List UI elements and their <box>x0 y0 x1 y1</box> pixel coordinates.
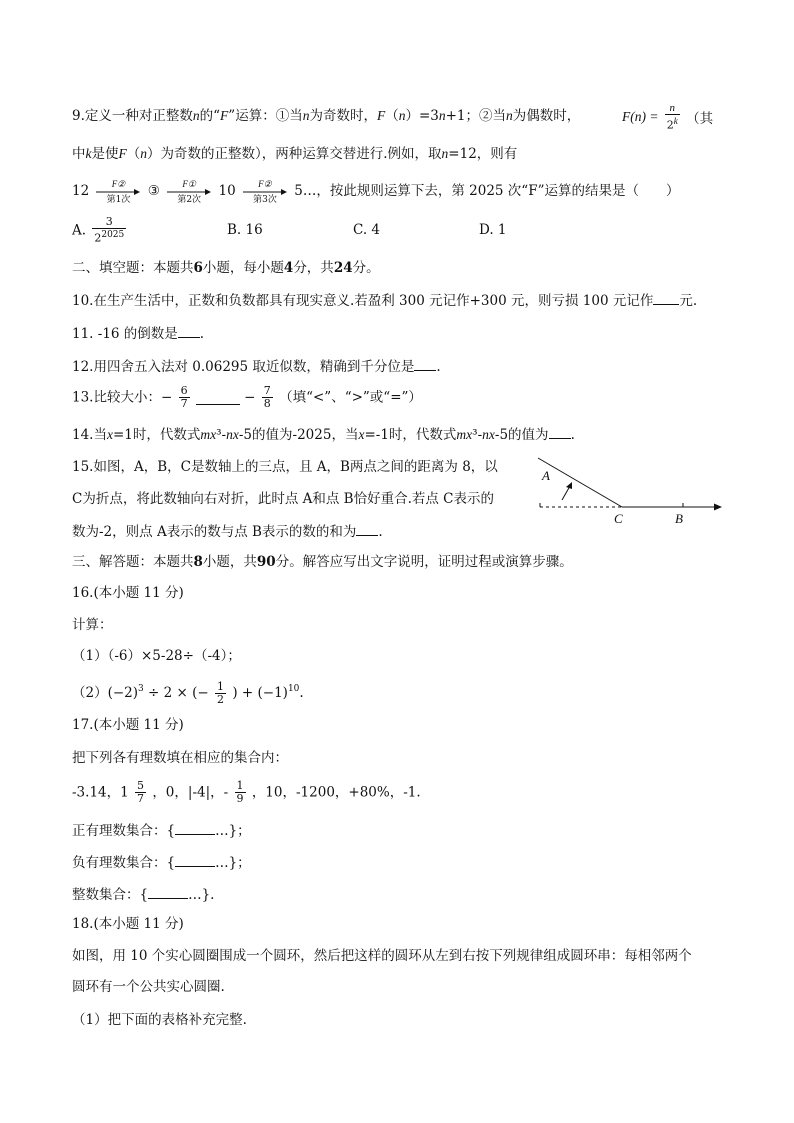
q13-fraction-2: $\frac{7}{8}$ <box>263 384 271 410</box>
fold-arrow-icon <box>566 482 572 489</box>
choice-b[interactable]: B. 16 <box>227 222 263 238</box>
q15-line3: 数为-2，则点 A表示的数与点 B表示的数的和为 . <box>72 521 383 542</box>
q17-head: 17.(本小题 11 分) <box>72 717 184 733</box>
q10: 10.在生产生活中，正数和负数都具有现实意义.若盈利 300 元记作+300 元，则亏损 100 元记作 元. <box>72 290 697 311</box>
q9-formula: F(n) = $\frac{n}{2^k}$ （其 <box>622 102 714 132</box>
q9-line3: 12 F② 第1次 ③ F① 第2次 10 F② 第3次 5…，按此规则运算下去，第 2025 次“F”运算的结果是（ ） <box>72 178 680 205</box>
section-2-header: 二、填空题：本题共6小题，每小题4分，共24分。 <box>72 260 380 276</box>
q17-negative-fraction: $\frac{1}{9}$ <box>236 779 244 805</box>
q18-line2: 圆环有一个公共实心圆圈. <box>72 979 225 995</box>
q15-blank[interactable] <box>356 521 378 536</box>
q13-fraction-1: $\frac{6}{7}$ <box>180 384 188 410</box>
q9-line1: 9.定义一种对正整数n的“F”运算：①当n为奇数时，F（n）=3n+1；②当n为偶数时， <box>72 108 581 124</box>
choice-d[interactable]: D. 1 <box>479 222 507 238</box>
q17-list: -3.14，1 $\frac{5}{7}$ ，0，|-4|，- $\frac{1}{9}$ ，10，-1200，+80%，-1. <box>72 779 421 805</box>
q15-number-line-figure <box>528 452 728 532</box>
q12: 12.用四舍五入法对 0.06295 取近似数，精确到千分位是 . <box>72 356 441 377</box>
fold-arrow <box>562 486 570 500</box>
section-3-header: 三、解答题：本题共8小题，共90分。解答应写出文字说明，证明过程或演算步骤。 <box>72 554 573 570</box>
negative-set-blank[interactable] <box>175 852 215 867</box>
q13: 13.比较大小：− $\frac{6}{7}$ − $\frac{7}{8}$ （填“<”、“>”或“=”） <box>72 384 422 410</box>
q11-blank[interactable] <box>178 323 200 338</box>
q17-set-integer: 整数集合：{ …}. <box>72 884 214 905</box>
label-A: A <box>542 468 550 483</box>
q11: 11. -16 的倒数是 . <box>72 323 204 344</box>
q17-mixed-fraction: $\frac{5}{7}$ <box>137 779 145 805</box>
folded-ray <box>538 458 622 507</box>
arrow-step-2: F① 第2次 <box>167 179 211 205</box>
q16-head: 16.(本小题 11 分) <box>72 585 184 601</box>
q15-line2: C为折点，将此数轴向右对折，此时点 A和点 B恰好重合.若点 C表示的 <box>72 491 494 507</box>
integer-set-blank[interactable] <box>148 884 188 899</box>
q14-blank[interactable] <box>549 424 571 439</box>
q16-part1: （1）（-6）×5-28÷（-4）； <box>72 648 241 664</box>
q14: 14.当x=1时，代数式mx³-nx-5的值为-2025，当x=-1时，代数式mx³-nx-5的值为 . <box>72 424 575 445</box>
choice-c[interactable]: C. 4 <box>353 222 381 238</box>
positive-set-blank[interactable] <box>175 820 215 835</box>
q12-blank[interactable] <box>414 356 436 371</box>
q18-line3: （1）把下面的表格补充完整. <box>72 1012 247 1028</box>
axis-arrow-icon <box>714 504 722 511</box>
q16-calc: 计算： <box>72 617 113 633</box>
arrow-step-3: F② 第3次 <box>243 179 287 205</box>
q16-fraction: $\frac{1}{2}$ <box>217 679 225 706</box>
q17-set-negative: 负有理数集合：{ …}； <box>72 852 251 873</box>
q18-head: 18.(本小题 11 分) <box>72 916 184 932</box>
q16-part2: $(2)(-2)^3 \div 2$ × (− $\frac{1}{2}$ ) + $(-1)^{10}$. <box>72 679 304 706</box>
q15-line1: 15.如图，A，B，C是数轴上的三点，且 A，B两点之间的距离为 8，以 <box>72 459 498 475</box>
arrow-step-1: F② 第1次 <box>96 179 140 205</box>
q9-line2: 中k是使F（n）为奇数的正整数），两种运算交替进行.例如，取n=12，则有 <box>72 146 518 162</box>
choice-a[interactable]: A. $\frac{3}{2^{2025}}$ <box>72 215 125 245</box>
q9-fraction: $\frac{n}{2^k}$ <box>666 102 678 132</box>
q13-blank[interactable] <box>196 390 240 405</box>
q18-line1: 如图，用 10 个实心圆圈围成一个圆环，然后把这样的圆环从左到右按下列规律组成圆环串：每相邻两个 <box>72 948 692 964</box>
q17-intro: 把下列各有理数填在相应的集合内： <box>72 750 288 766</box>
label-B: B <box>675 511 683 526</box>
q17-set-positive: 正有理数集合：{ …}； <box>72 820 251 841</box>
label-C: C <box>614 511 623 526</box>
choice-a-fraction: $\frac{3}{2^{2025}}$ <box>94 215 125 245</box>
q10-blank[interactable] <box>653 290 679 305</box>
